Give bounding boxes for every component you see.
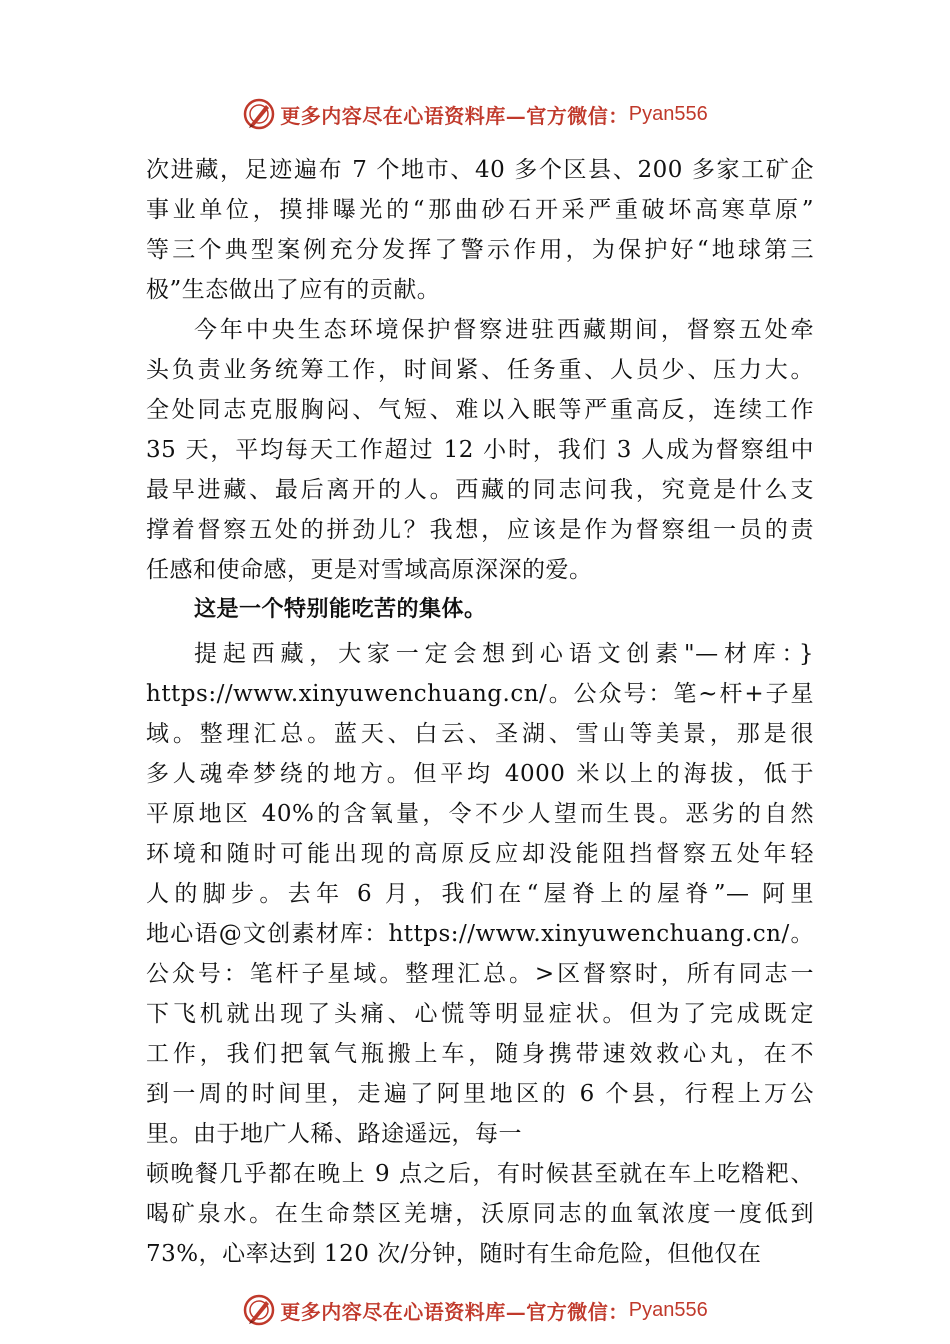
text-line: 域。整理汇总。蓝天、白云、圣湖、雪山等美景，那是很	[146, 721, 814, 747]
pen-circle-logo-icon	[242, 97, 276, 131]
text-line: 喝矿泉水。在生命禁区羌塘，沃原同志的血氧浓度一度低到	[146, 1201, 814, 1227]
section-heading: 这是一个特别能吃苦的集体。	[194, 597, 487, 622]
text-line: 事业单位，摸排曝光的“那曲砂石开采严重破坏高寒草原”	[146, 197, 814, 223]
text-line: 人的脚步。去年 6 月，我们在“屋脊上的屋脊”— 阿里	[146, 881, 814, 907]
text-line: 35 天，平均每天工作超过 12 小时，我们 3 人成为督察组中	[146, 437, 814, 463]
banner-wechat-id: Pyan556	[628, 102, 708, 125]
text-line: 今年中央生态环境保护督察进驻西藏期间，督察五处牵	[194, 317, 814, 343]
footer-banner	[0, 1290, 950, 1330]
text-line: 最早进藏、最后离开的人。西藏的同志问我，究竟是什么支	[146, 477, 814, 503]
header-banner	[0, 94, 950, 134]
document-body	[146, 150, 814, 1274]
text-line: 多人魂牵梦绕的地方。但平均 4000 米以上的海拔，低于	[146, 761, 814, 787]
text-line: 顿晚餐几乎都在晚上 9 点之后，有时候甚至就在车上吃糌粑、	[146, 1161, 814, 1187]
text-line: 工作，我们把氧气瓶搬上车，随身携带速效救心丸，在不	[146, 1041, 814, 1067]
text-line: https://www.xinyuwenchuang.cn/。公众号：笔~杆+子星	[146, 681, 814, 707]
text-line: 头负责业务统筹工作，时间紧、任务重、人员少、压力大。	[146, 357, 814, 383]
banner-text: 更多内容尽在心语资料库—官方微信：	[280, 1299, 629, 1324]
text-line: 全处同志克服胸闷、气短、难以入眠等严重高反，连续工作	[146, 397, 814, 423]
text-line: 公众号：笔杆子星域。整理汇总。>区督察时，所有同志一	[146, 961, 814, 987]
banner-text: 更多内容尽在心语资料库—官方微信：	[280, 103, 629, 128]
text-line: 地心语@文创素材库：https://www.xinyuwenchuang.cn/。	[146, 921, 814, 947]
text-line: 等三个典型案例充分发挥了警示作用，为保护好“地球第三	[146, 237, 814, 263]
text-line: 到一周的时间里，走遍了阿里地区的 6 个县，行程上万公	[146, 1081, 814, 1107]
text-line: 次进藏，足迹遍布 7 个地市、40 多个区县、200 多家工矿企	[146, 157, 814, 183]
text-line: 里。由于地广人稀、路途遥远，每一	[146, 1121, 522, 1147]
banner-wechat-id: Pyan556	[628, 1298, 708, 1321]
text-line: 极”生态做出了应有的贡献。	[146, 277, 441, 303]
text-line: 任感和使命感，更是对雪域高原深深的爱。	[146, 557, 593, 583]
pen-circle-logo-icon	[242, 1293, 276, 1327]
text-line: 下飞机就出现了头痛、心慌等明显症状。但为了完成既定	[146, 1001, 814, 1027]
text-line: 平原地区 40%的含氧量，令不少人望而生畏。恶劣的自然	[146, 801, 814, 827]
text-line: 撑着督察五处的拼劲儿？我想，应该是作为督察组一员的责	[146, 517, 814, 543]
text-line: 提起西藏，大家一定会想到心语文创素"—材库：}	[194, 641, 814, 667]
text-line: 73%，心率达到 120 次/分钟，随时有生命危险，但他仅在	[146, 1241, 762, 1267]
text-line: 环境和随时可能出现的高原反应却没能阻挡督察五处年轻	[146, 841, 814, 867]
